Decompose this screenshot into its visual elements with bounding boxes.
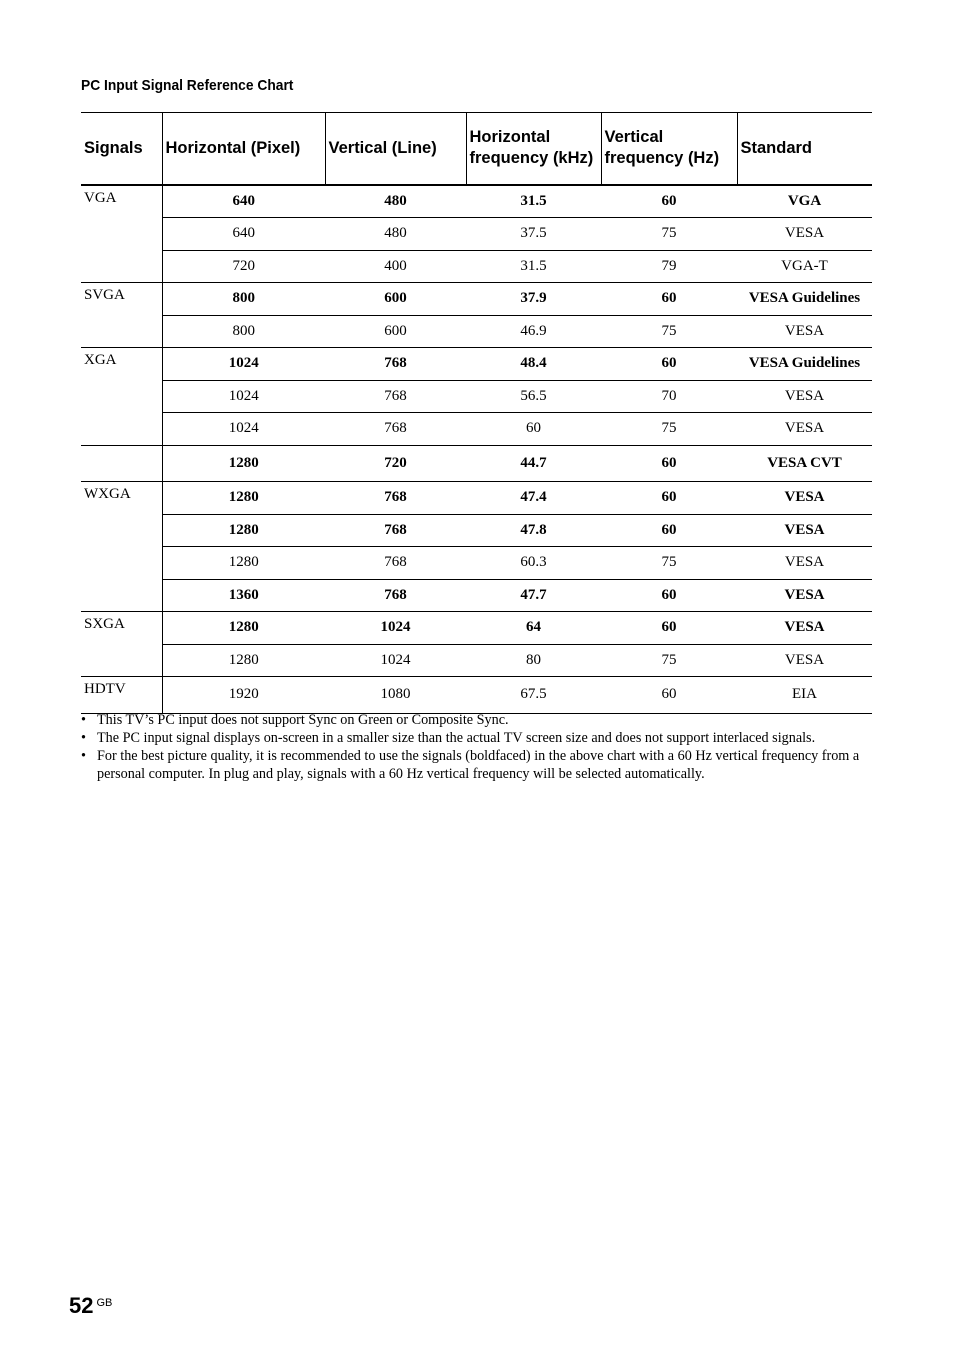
table-row [81, 315, 872, 348]
vertical-frequency-cell: 75 [601, 413, 737, 446]
standard-cell: VESA [737, 380, 872, 413]
vertical-line-cell: 768 [325, 348, 466, 381]
standard-cell: VESA [737, 612, 872, 645]
vertical-frequency-cell: 60 [601, 283, 737, 316]
table-row [81, 579, 872, 612]
vertical-line-cell: 768 [325, 579, 466, 612]
standard-cell: VGA-T [737, 250, 872, 283]
table-body [81, 185, 872, 714]
horizontal-frequency-cell: 47.4 [466, 482, 601, 515]
vertical-frequency-cell: 75 [601, 218, 737, 251]
vertical-line-cell: 600 [325, 283, 466, 316]
horizontal-pixel-cell: 1024 [162, 413, 325, 446]
bullet-icon: • [81, 730, 86, 746]
vertical-frequency-cell: 75 [601, 315, 737, 348]
horizontal-pixel-cell: 1280 [162, 514, 325, 547]
vertical-line-cell: 400 [325, 250, 466, 283]
vertical-line-cell: 1024 [325, 612, 466, 645]
standard-cell: VESA [737, 579, 872, 612]
section-title: PC Input Signal Reference Chart [81, 77, 294, 94]
table-row [81, 250, 872, 283]
vertical-frequency-cell: 60 [601, 445, 737, 482]
horizontal-pixel-cell: 1280 [162, 612, 325, 645]
standard-cell: VESA [737, 413, 872, 446]
vertical-frequency-cell: 60 [601, 579, 737, 612]
horizontal-pixel-cell: 720 [162, 250, 325, 283]
bullet-icon: • [81, 712, 86, 728]
vertical-frequency-cell: 60 [601, 185, 737, 218]
standard-cell: VESA [737, 482, 872, 515]
horizontal-frequency-cell: 31.5 [466, 250, 601, 283]
horizontal-pixel-cell: 1280 [162, 644, 325, 677]
standard-cell: VESA Guidelines [737, 348, 872, 381]
note-text: This TV’s PC input does not support Sync on Green or Composite Sync. [97, 712, 509, 728]
vertical-line-cell: 768 [325, 413, 466, 446]
standard-cell: VESA CVT [737, 445, 872, 482]
horizontal-frequency-cell: 80 [466, 644, 601, 677]
page-number-value: 52 [69, 1293, 94, 1318]
signal-cell: XGA [81, 348, 162, 446]
header-vertical-line: Vertical (Line) [325, 113, 466, 185]
table-header-row [81, 113, 872, 185]
vertical-frequency-cell: 75 [601, 547, 737, 580]
note-text: For the best picture quality, it is recommended to use the signals (boldfaced) in the above chart with a 60 Hz vertical frequency from a personal computer. In plug and play, signals with a 60 Hz vertical frequency will be selected automatically. [97, 748, 860, 782]
header-signals: Signals [81, 113, 162, 185]
vertical-line-cell: 1080 [325, 677, 466, 714]
standard-cell: EIA [737, 677, 872, 714]
horizontal-pixel-cell: 1280 [162, 445, 325, 482]
vertical-frequency-cell: 60 [601, 612, 737, 645]
note-item [81, 711, 876, 729]
standard-cell: VGA [737, 185, 872, 218]
horizontal-frequency-cell: 37.5 [466, 218, 601, 251]
page-number [69, 1293, 112, 1319]
table-row [81, 677, 872, 714]
table-row [81, 514, 872, 547]
table-row [81, 380, 872, 413]
vertical-frequency-cell: 60 [601, 482, 737, 515]
vertical-line-cell: 1024 [325, 644, 466, 677]
horizontal-pixel-cell: 1024 [162, 380, 325, 413]
table-row [81, 348, 872, 381]
standard-cell: VESA [737, 547, 872, 580]
horizontal-frequency-cell: 46.9 [466, 315, 601, 348]
vertical-frequency-cell: 60 [601, 677, 737, 714]
table-row [81, 413, 872, 446]
vertical-frequency-cell: 75 [601, 644, 737, 677]
horizontal-frequency-cell: 44.7 [466, 445, 601, 482]
horizontal-frequency-cell: 64 [466, 612, 601, 645]
table-row [81, 283, 872, 316]
table-row [81, 644, 872, 677]
horizontal-frequency-cell: 48.4 [466, 348, 601, 381]
vertical-line-cell: 480 [325, 185, 466, 218]
note-item [81, 747, 876, 783]
vertical-frequency-cell: 70 [601, 380, 737, 413]
page-number-suffix: GB [96, 1297, 113, 1309]
header-vertical-frequency: Vertical frequency (Hz) [601, 113, 737, 185]
table-row [81, 482, 872, 515]
horizontal-frequency-cell: 60 [466, 413, 601, 446]
horizontal-pixel-cell: 1280 [162, 547, 325, 580]
horizontal-frequency-cell: 56.5 [466, 380, 601, 413]
table-row [81, 612, 872, 645]
vertical-line-cell: 768 [325, 482, 466, 515]
standard-cell: VESA [737, 315, 872, 348]
horizontal-frequency-cell: 47.7 [466, 579, 601, 612]
horizontal-frequency-cell: 60.3 [466, 547, 601, 580]
header-horizontal-pixel: Horizontal (Pixel) [162, 113, 325, 185]
vertical-line-cell: 600 [325, 315, 466, 348]
vertical-line-cell: 768 [325, 547, 466, 580]
signal-cell [81, 445, 162, 482]
vertical-frequency-cell: 79 [601, 250, 737, 283]
bullet-icon: • [81, 748, 86, 764]
header-standard: Standard [737, 113, 872, 185]
horizontal-frequency-cell: 37.9 [466, 283, 601, 316]
vertical-line-cell: 480 [325, 218, 466, 251]
standard-cell: VESA [737, 514, 872, 547]
table-row [81, 445, 872, 482]
vertical-line-cell: 768 [325, 514, 466, 547]
header-horizontal-frequency: Horizontal frequency (kHz) [466, 113, 601, 185]
horizontal-pixel-cell: 640 [162, 218, 325, 251]
signal-cell: HDTV [81, 677, 162, 714]
standard-cell: VESA [737, 644, 872, 677]
vertical-frequency-cell: 60 [601, 348, 737, 381]
note-item [81, 729, 876, 747]
horizontal-frequency-cell: 47.8 [466, 514, 601, 547]
signal-cell: SVGA [81, 283, 162, 348]
signal-cell: SXGA [81, 612, 162, 677]
notes-list [81, 711, 876, 783]
horizontal-pixel-cell: 1280 [162, 482, 325, 515]
table-row [81, 547, 872, 580]
standard-cell: VESA Guidelines [737, 283, 872, 316]
horizontal-pixel-cell: 800 [162, 315, 325, 348]
signal-cell: VGA [81, 185, 162, 283]
horizontal-pixel-cell: 800 [162, 283, 325, 316]
horizontal-pixel-cell: 640 [162, 185, 325, 218]
horizontal-frequency-cell: 67.5 [466, 677, 601, 714]
pc-input-signal-table [81, 112, 872, 714]
table-row [81, 185, 872, 218]
horizontal-frequency-cell: 31.5 [466, 185, 601, 218]
horizontal-pixel-cell: 1920 [162, 677, 325, 714]
note-text: The PC input signal displays on-screen in a smaller size than the actual TV screen size and does not support interlaced signals. [97, 730, 816, 746]
horizontal-pixel-cell: 1360 [162, 579, 325, 612]
vertical-line-cell: 720 [325, 445, 466, 482]
vertical-line-cell: 768 [325, 380, 466, 413]
horizontal-pixel-cell: 1024 [162, 348, 325, 381]
signal-cell: WXGA [81, 482, 162, 612]
vertical-frequency-cell: 60 [601, 514, 737, 547]
standard-cell: VESA [737, 218, 872, 251]
table-row [81, 218, 872, 251]
